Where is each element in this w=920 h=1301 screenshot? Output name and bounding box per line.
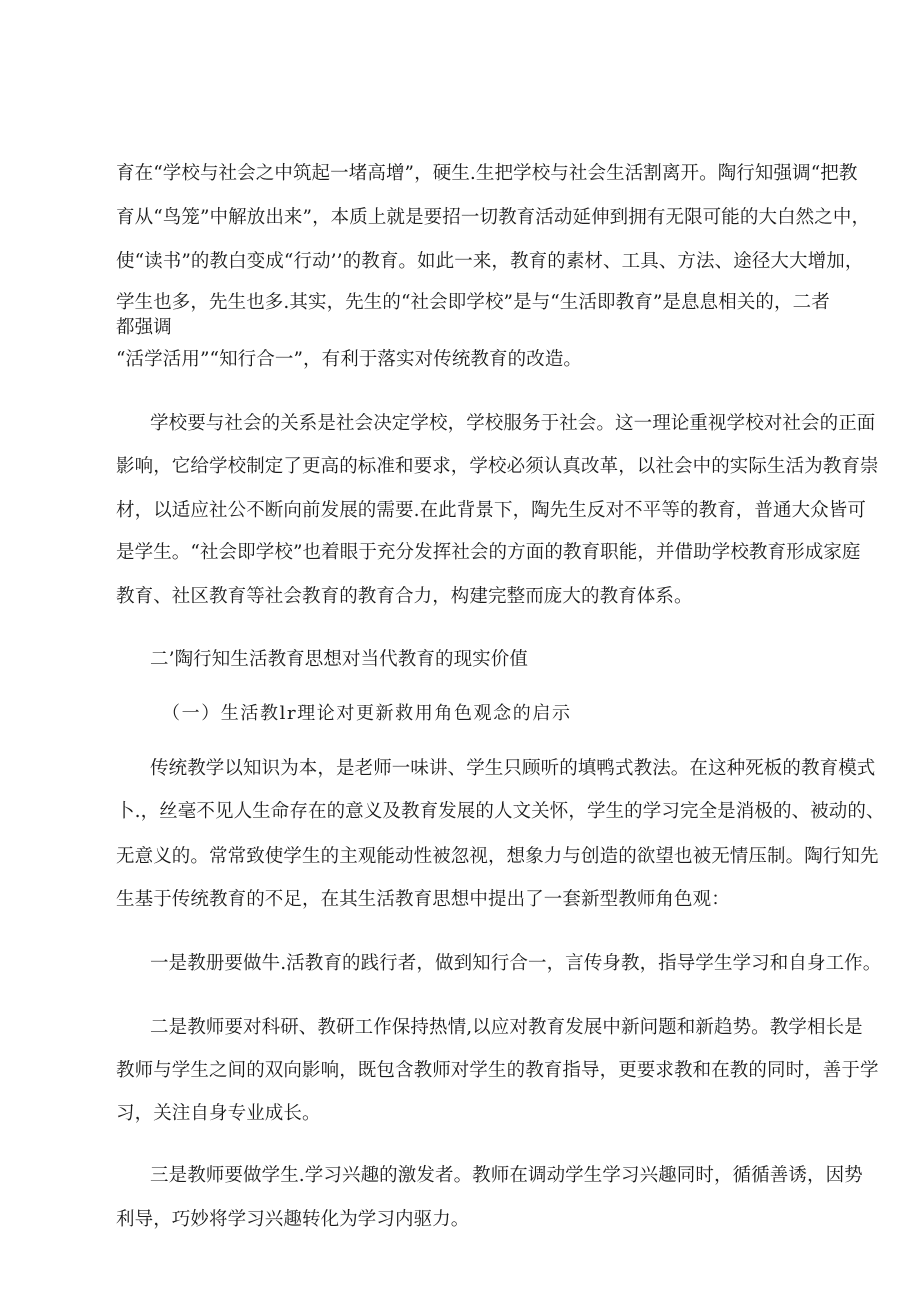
paragraph-2-line: 学校要与社会的关系是社会决定学校，学校服务于社会。这一理论重视学校对社会的正面	[150, 413, 876, 434]
paragraph-1-line: 学生也多，先生也多.其实，先生的“社会即学校”是与“生活即教育”是息息相关的，二者	[116, 292, 830, 313]
paragraph-5-line: 习，关注自身专业成长。	[116, 1103, 321, 1124]
paragraph-2-line: 是学生。“社会即学校”也着眼于充分发挥社会的方面的教育职能，并借助学校教育形成家庭	[116, 542, 861, 563]
paragraph-2-line: 影响，它给学校制定了更高的标准和要求，学校必须认真改革，以社会中的实际生活为教育崇	[116, 456, 879, 477]
paragraph-2-line: 教育、社区教育等社会教育的教育合力，构建完整而庞大的教育体系。	[116, 586, 693, 607]
paragraph-1-line: “活学活用”“知行合一”，有利于落实对传统教育的改造。	[116, 349, 583, 370]
paragraph-1-line: 都强调	[116, 317, 172, 338]
paragraph-3-line: 生基于传统教育的不足，在其生活教育思想中提出了一套新型教师角色观：	[116, 889, 730, 910]
paragraph-1-line: 使“读书”的教白变成“行动’’的教育。如此一来，教育的素材、工具、方法、途径大大增加，	[116, 251, 864, 272]
paragraph-1-line: 育在“学校与社会之中筑起一堵高增”，硬生.生把学校与社会生活割离开。陶行知强调“把教	[116, 163, 858, 184]
paragraph-4-line: 一是教册要做牛.活教育的践行者，做到知行合一，言传身教，指导学生学习和自身工作。	[150, 953, 882, 974]
paragraph-3-line: 传统教学以知识为本，是老师一味讲、学生只顾听的填鸭式教法。在这种死板的教育模式	[150, 758, 876, 779]
paragraph-1-line: 育从“鸟笼”中解放出来”，本质上就是要招一切教育活动延伸到拥有无限可能的大白然之中，	[116, 207, 871, 228]
paragraph-6-line: 利导，巧妙将学习兴趣转化为学习内驱力。	[116, 1209, 470, 1230]
paragraph-2-line: 材，以适应社公不断向前发展的需要.在此背景下，陶先生反对不平等的教育，普通大众皆可	[116, 500, 866, 521]
paragraph-3-line: 卜.，丝毫不见人生命存在的意义及教育发展的人文关怀，学生的学习完全是消极的、被动的、	[116, 801, 885, 822]
paragraph-5-line: 教师与学生之间的双向影响，既包含教师对学生的教育指导，更要求教和在教的同时，善于学	[116, 1060, 879, 1081]
paragraph-3-line: 无意义的。常常致使学生的主观能动性被忽视，想象力与创造的欲望也被无情压制。陶行知先	[116, 846, 879, 867]
paragraph-5-line: 二是教师要对科研、教研工作保持热情,以应对教育发展中新问题和新趋势。教学相长是	[150, 1017, 863, 1038]
subsection-heading: （一）生活教lr理论对更新救用角色观念的启示	[162, 703, 572, 724]
paragraph-6-line: 三是教师要做学生.学习兴趣的激发者。教师在调动学生学习兴趣同时，循循善诱，因势	[150, 1165, 863, 1186]
section-heading: 二’陶行知生活教育思想对当代教育的现实价值	[150, 649, 528, 670]
